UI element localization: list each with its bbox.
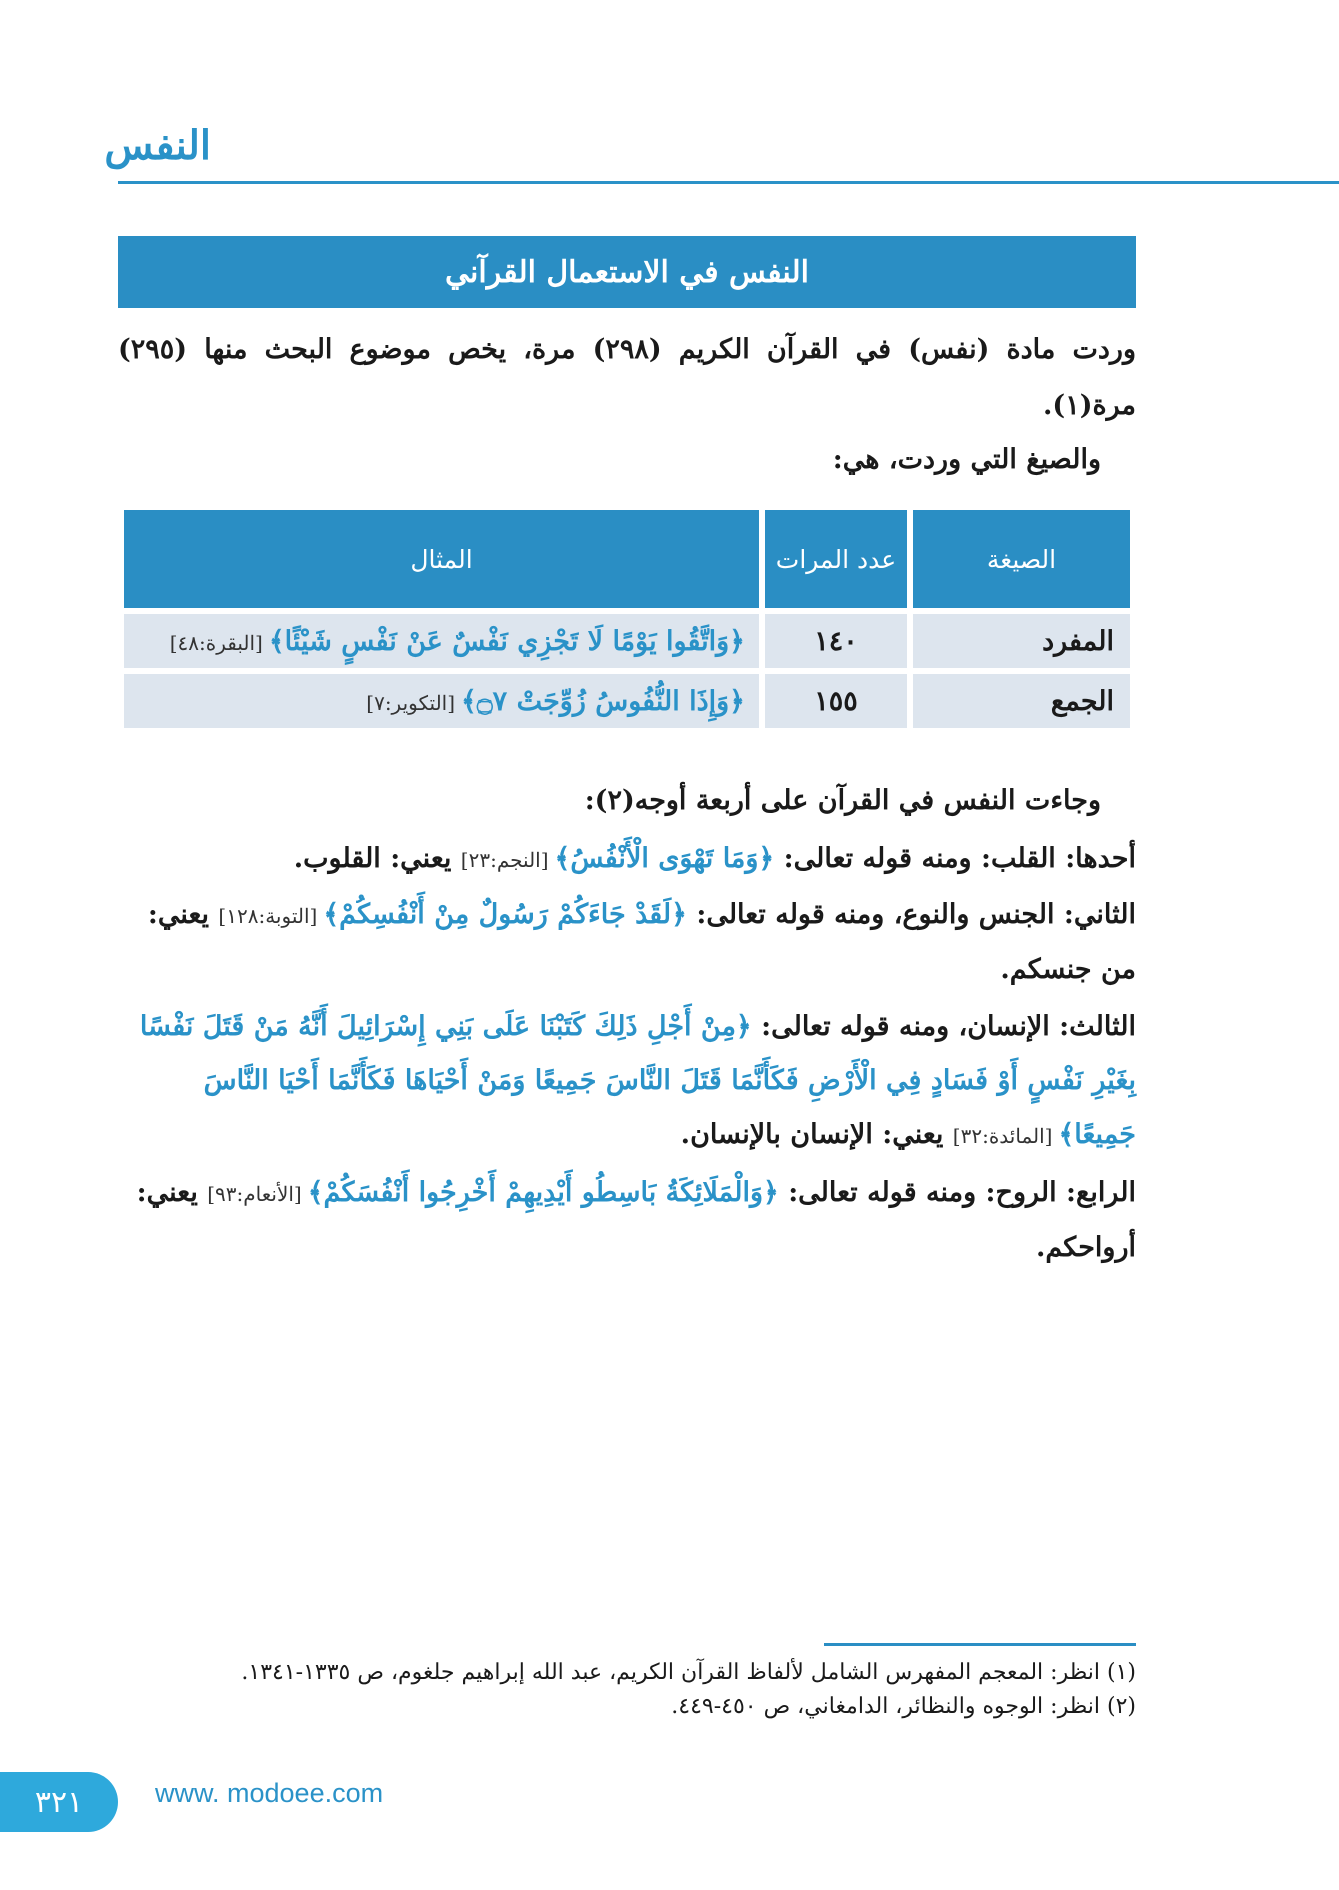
section-banner (118, 236, 1136, 308)
meaning-label: الرابع: الروح: ومنه قوله تعالى: (778, 1177, 1136, 1208)
meaning-tail: يعني: من جنسكم. (147, 899, 1136, 985)
intro-paragraph: وردت مادة (نفس) في القرآن الكريم (٢٩٨) مرة، يخص موضوع البحث منها (٢٩٥) مرة(١). (118, 334, 1136, 421)
meaning-label: الثاني: الجنس والنوع، ومنه قوله تعالى: (686, 899, 1136, 930)
meaning-first (118, 832, 1136, 887)
verse-ref: [النجم:٢٣] (460, 848, 549, 872)
meaning-fourth (118, 1166, 1136, 1275)
header-rule (118, 181, 1339, 184)
verse-text: ﴿وَمَا تَهْوَى الْأَنْفُسُ﴾ (554, 843, 775, 874)
meaning-label: أحدها: القلب: ومنه قوله تعالى: (774, 843, 1136, 874)
page-header-title: النفس (104, 122, 211, 169)
page-number-text: ٣٢١ (34, 1784, 84, 1820)
forms-intro: والصيغ التي وردت، هي: (832, 444, 1101, 475)
section-title: النفس في الاستعمال القرآني (445, 254, 809, 290)
footnote: (٢) انظر: الوجوه والنظائر، الدامغاني، ص ٤٥٠-٤٤٩. (671, 1694, 1136, 1719)
header-count: عدد المرات (765, 510, 907, 608)
footnote: (١) انظر: المعجم المفهرس الشامل لألفاظ القرآن الكريم، عبد الله إبراهيم جلغوم، ص ١٣٣٥-١٣٤١. (241, 1660, 1136, 1685)
verse-ref: [التوبة:١٢٨] (218, 904, 318, 928)
meaning-tail: يعني: أرواحكم. (136, 1177, 1136, 1263)
header-form: الصيغة (913, 510, 1130, 608)
verse-ref: [المائدة:٣٢] (952, 1124, 1053, 1148)
row-example (124, 674, 759, 728)
meaning-tail: يعني: القلوب. (293, 843, 461, 874)
header-example: المثال (124, 510, 759, 608)
footnote-rule (824, 1643, 1136, 1646)
row-count: ١٥٥ (765, 674, 907, 728)
table-row (124, 614, 1130, 668)
forms-table (118, 504, 1136, 734)
row-count: ١٤٠ (765, 614, 907, 668)
meaning-second (118, 888, 1136, 997)
verse-text: ﴿لَقَدْ جَاءَكُمْ رَسُولٌ مِنْ أَنْفُسِكُمْ﴾ (323, 899, 687, 930)
row-example (124, 614, 759, 668)
verse-ref: [التكوير:٧] (366, 690, 456, 715)
meaning-label: الثالث: الإنسان، ومنه قوله تعالى: (751, 1011, 1136, 1042)
verse-text: ﴿وَاتَّقُوا يَوْمًا لَا تَجْزِي نَفْسٌ عَنْ نَفْسٍ شَيْئًا﴾ (268, 625, 745, 657)
table-header-row (124, 510, 1130, 608)
row-form: المفرد (913, 614, 1130, 668)
verse-ref: [البقرة:٤٨] (169, 630, 263, 655)
verse-text: ﴿وَإِذَا النُّفُوسُ زُوِّجَتْ ۝٧﴾ (461, 685, 745, 717)
verse-ref: [الأنعام:٩٣] (207, 1182, 302, 1206)
table-row (124, 674, 1130, 728)
verse-text: ﴿مِنْ أَجْلِ ذَلِكَ كَتَبْنَا عَلَى بَنِي إِسْرَائِيلَ أَنَّهُ مَنْ قَتَلَ نَفْسًا بِغَيْرِ نَفْسٍ أَوْ فَسَادٍ فِي الْأَرْضِ فَكَأَنَّمَا قَتَلَ النَّاسَ جَمِيعًا وَمَنْ أَحْيَاهَا فَكَأَنَّمَا أَحْيَا النَّاسَ جَمِيعًا﴾ (139, 1011, 1136, 1150)
page-number (0, 1772, 118, 1832)
meaning-third (118, 1000, 1136, 1163)
verse-text: ﴿وَالْمَلَائِكَةُ بَاسِطُو أَيْدِيهِمْ أَخْرِجُوا أَنْفُسَكُمْ﴾ (307, 1177, 779, 1208)
row-form: الجمع (913, 674, 1130, 728)
site-url[interactable]: www. modoee.com (155, 1778, 384, 1808)
meanings-intro: وجاءت النفس في القرآن على أربعة أوجه(٢): (584, 785, 1101, 816)
meaning-tail: يعني: الإنسان بالإنسان. (680, 1119, 953, 1150)
